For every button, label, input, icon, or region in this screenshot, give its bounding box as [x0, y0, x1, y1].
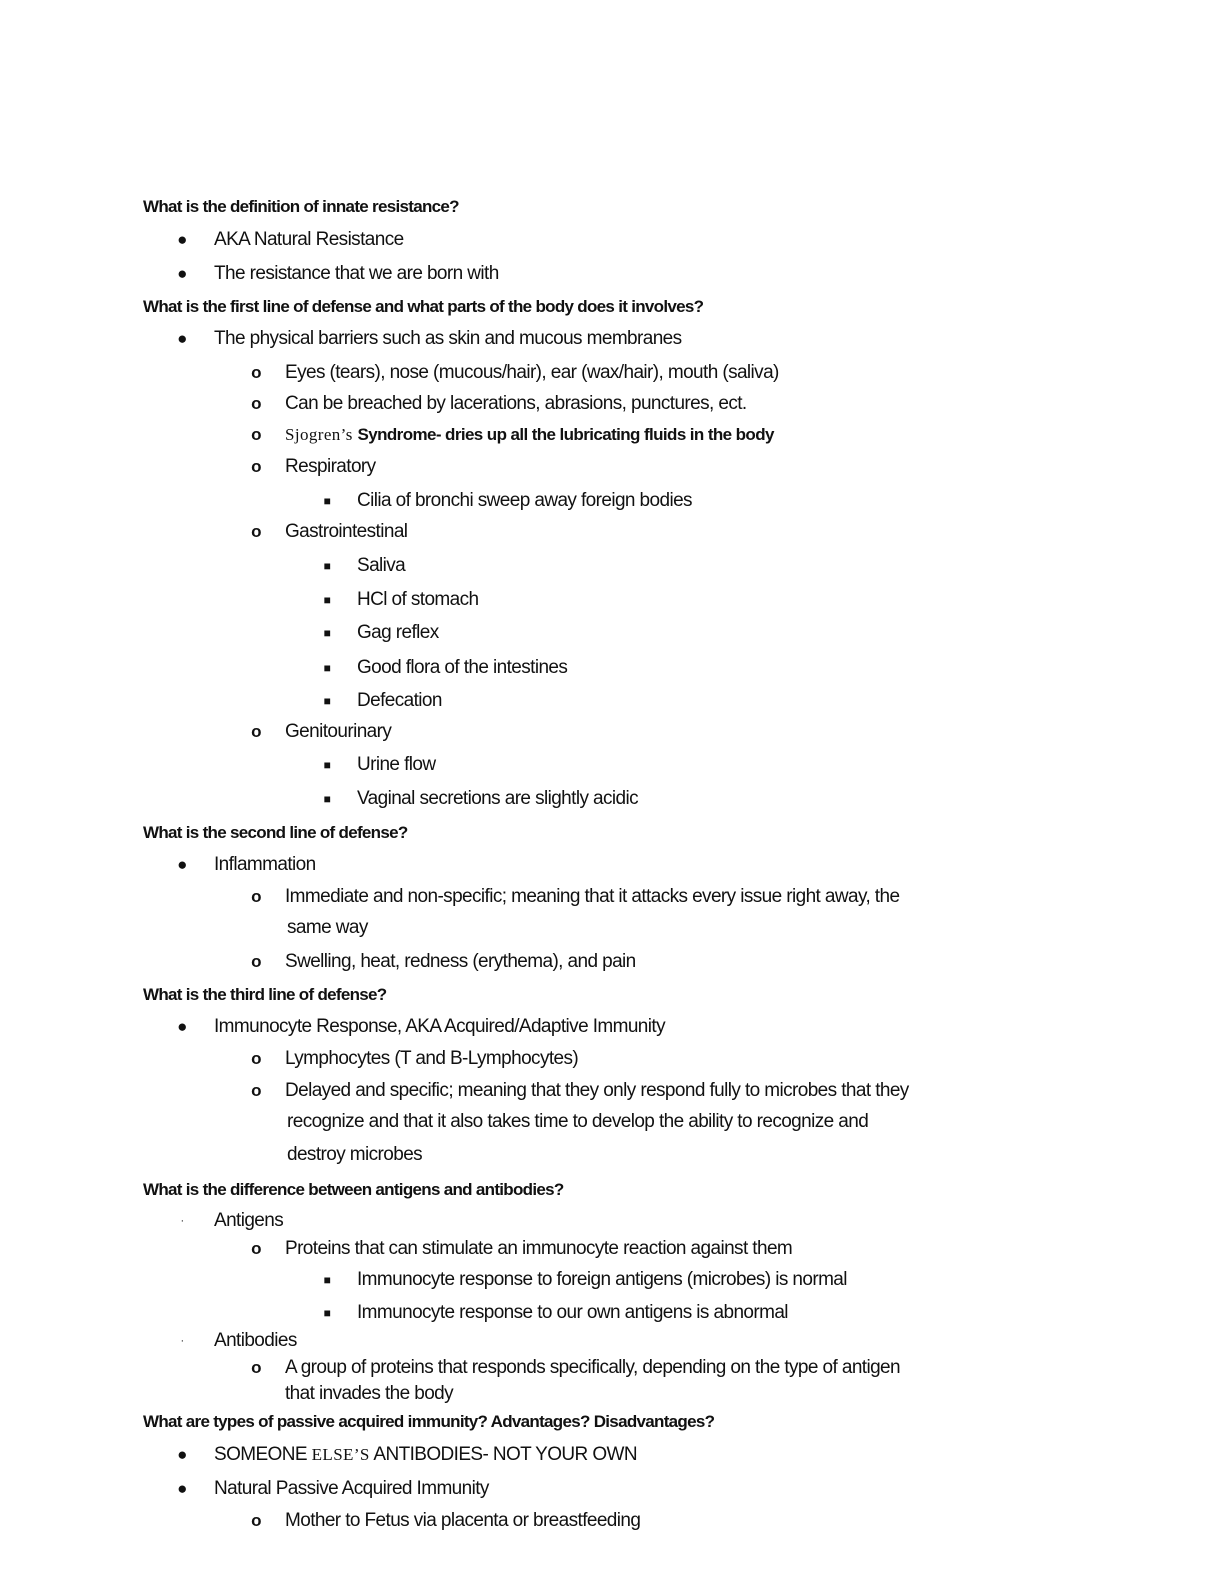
bullet-disc-icon: ● — [177, 264, 187, 283]
list-item-text: Antibodies — [214, 1330, 297, 1351]
question-heading: What is the definition of innate resistance? — [143, 197, 459, 216]
bullet-circle-icon: o — [251, 722, 261, 741]
question-heading: What is the first line of defense and what parts of the body does it involves? — [143, 297, 704, 316]
list-item-text: destroy microbes — [287, 1144, 423, 1165]
bullet-square-icon: ■ — [323, 626, 331, 640]
list-item-text: Lymphocytes (T and B-Lymphocytes) — [285, 1048, 579, 1069]
list-item-text: Defecation — [357, 690, 442, 711]
bullet-square-icon: ■ — [323, 758, 331, 772]
question-heading: What is the third line of defense? — [143, 985, 387, 1004]
list-item-text: Natural Passive Acquired Immunity — [214, 1478, 489, 1499]
bullet-circle-icon: o — [251, 952, 261, 971]
bullet-disc-icon: ● — [177, 1017, 187, 1036]
bullet-disc-icon: ● — [177, 1479, 187, 1498]
question-heading: What is the difference between antigens and antibodies? — [143, 1180, 564, 1199]
bullet-disc-icon: ● — [177, 329, 187, 348]
bullet-circle-icon: o — [251, 887, 261, 906]
bullet-circle-icon: o — [251, 425, 261, 444]
bullet-square-icon: ■ — [323, 1273, 331, 1287]
list-item-text: Cilia of bronchi sweep away foreign bodies — [357, 490, 692, 511]
list-item-text: that invades the body — [285, 1383, 454, 1404]
bullet-circle-icon: o — [251, 522, 261, 541]
list-item-text: AKA Natural Resistance — [214, 229, 404, 250]
bullet-circle-icon: o — [251, 1081, 261, 1100]
list-item-text: same way — [287, 917, 368, 938]
list-item-text: Immunocyte Response, AKA Acquired/Adaptive Immunity — [214, 1016, 665, 1037]
bullet-square-icon: ■ — [323, 1306, 331, 1320]
bullet-square-icon: ■ — [323, 559, 331, 573]
bullet-circle-icon: o — [251, 1511, 261, 1530]
list-item-text: Mother to Fetus via placenta or breastfeeding — [285, 1510, 641, 1531]
list-item-text: Vaginal secretions are slightly acidic — [357, 788, 638, 809]
list-item-text: Can be breached by lacerations, abrasions, punctures, ect. — [285, 393, 747, 414]
text-fragment: ANTIBODIES- NOT YOUR OWN — [373, 1444, 637, 1465]
bullet-circle-icon: o — [251, 394, 261, 413]
list-item-text: The resistance that we are born with — [214, 263, 499, 284]
list-item-text: Immunocyte response to foreign antigens (microbes) is normal — [357, 1269, 847, 1290]
list-item-text: Eyes (tears), nose (mucous/hair), ear (wax/hair), mouth (saliva) — [285, 362, 779, 383]
bullet-circle-icon: o — [251, 1049, 261, 1068]
syndrome-name: Sjogren’s — [285, 425, 353, 444]
bullet-dot-icon: · — [180, 1335, 184, 1347]
list-item-text: Proteins that can stimulate an immunocyte reaction against them — [285, 1238, 793, 1259]
bullet-square-icon: ■ — [323, 792, 331, 806]
bullet-circle-icon: o — [251, 363, 261, 382]
list-item-text: Gag reflex — [357, 622, 439, 643]
bullet-square-icon: ■ — [323, 694, 331, 708]
question-heading: What is the second line of defense? — [143, 823, 408, 842]
bullet-circle-icon: o — [251, 457, 261, 476]
bullet-dot-icon: · — [180, 1215, 184, 1227]
bullet-disc-icon: ● — [177, 855, 187, 874]
list-item-text: A group of proteins that responds specifically, depending on the type of antigen — [285, 1357, 900, 1378]
list-item-text: Good flora of the intestines — [357, 657, 568, 678]
bullet-circle-icon: o — [251, 1358, 261, 1377]
list-item-text: Inflammation — [214, 854, 316, 875]
list-item-text: Saliva — [357, 555, 406, 576]
list-item-text: Immunocyte response to our own antigens is abnormal — [357, 1302, 788, 1323]
list-item-text: Respiratory — [285, 456, 376, 477]
bullet-square-icon: ■ — [323, 593, 331, 607]
list-item-text: Delayed and specific; meaning that they only respond fully to microbes that they — [285, 1080, 909, 1101]
list-item-text — [285, 423, 774, 447]
list-item-text: Gastrointestinal — [285, 521, 408, 542]
list-item-text: HCl of stomach — [357, 589, 479, 610]
bullet-disc-icon: ● — [177, 1445, 187, 1464]
syndrome-description: Syndrome- dries up all the lubricating fluids in the body — [357, 425, 774, 444]
bullet-circle-icon: o — [251, 1239, 261, 1258]
list-item-text: Antigens — [214, 1210, 284, 1231]
list-item-text: The physical barriers such as skin and mucous membranes — [214, 328, 682, 349]
question-heading: What are types of passive acquired immunity? Advantages? Disadvantages? — [143, 1412, 715, 1431]
list-item-text: Swelling, heat, redness (erythema), and pain — [285, 951, 636, 972]
bullet-disc-icon: ● — [177, 230, 187, 249]
bullet-square-icon: ■ — [323, 661, 331, 675]
list-item-text: Genitourinary — [285, 721, 392, 742]
list-item-text: Immediate and non-specific; meaning that it attacks every issue right away, the — [285, 886, 900, 907]
list-item-text — [214, 1443, 637, 1467]
list-item-text: Urine flow — [357, 754, 436, 775]
bullet-square-icon: ■ — [323, 494, 331, 508]
text-fragment: SOMEONE — [214, 1444, 307, 1465]
text-fragment: ELSE’S — [311, 1445, 370, 1464]
list-item-text: recognize and that it also takes time to develop the ability to recognize and — [287, 1111, 869, 1132]
